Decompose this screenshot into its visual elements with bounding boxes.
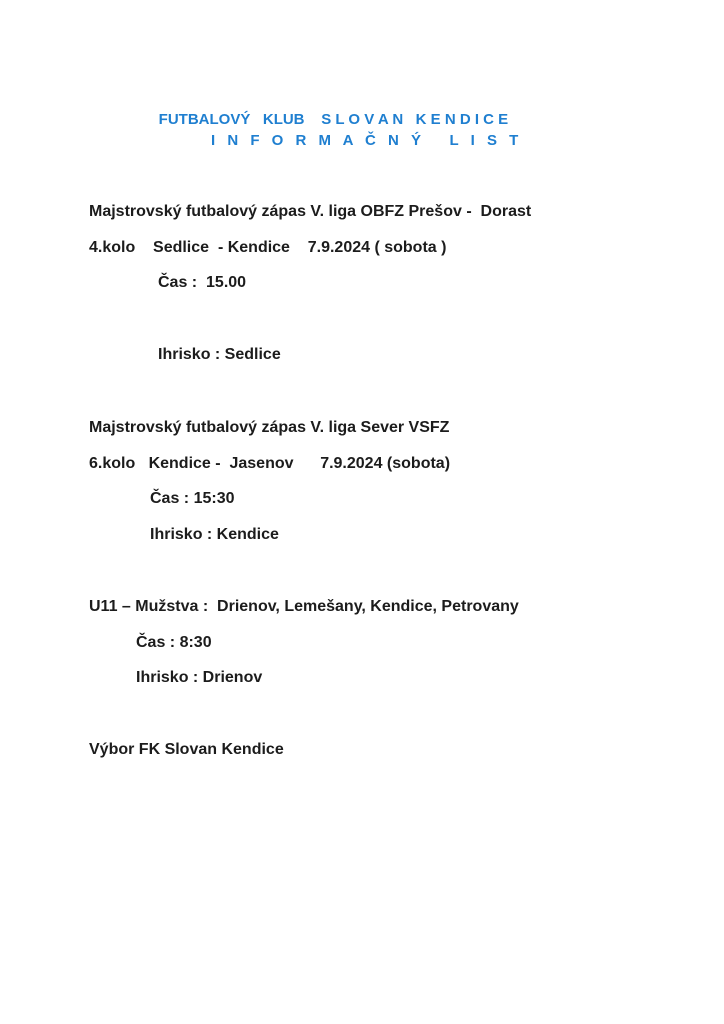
u11-venue: Ihrisko : Drienov	[136, 669, 263, 686]
match2-time: Čas : 15:30	[150, 490, 235, 507]
match1-venue: Ihrisko : Sedlice	[158, 346, 281, 363]
u11-teams: U11 – Mužstva : Drienov, Lemešany, Kendice, Petrovany	[89, 598, 519, 615]
match2-title: Majstrovský futbalový zápas V. liga Sever VSFZ	[89, 419, 450, 436]
document-subtitle: I N F O R M A Č N Ý L I S T	[211, 132, 523, 149]
club-title-word-2: KLUB	[262, 111, 305, 128]
u11-time: Čas : 8:30	[136, 634, 212, 651]
signature: Výbor FK Slovan Kendice	[89, 741, 284, 758]
match1-round: 4.kolo Sedlice - Kendice 7.9.2024 ( sobota )	[89, 239, 447, 256]
club-title-word-3: S L O V A N K E N D I C E	[321, 111, 509, 128]
club-title-word-1: FUTBALOVÝ	[158, 111, 251, 128]
match1-time: Čas : 15.00	[158, 274, 247, 291]
match2-venue: Ihrisko : Kendice	[150, 526, 279, 543]
match2-round: 6.kolo Kendice - Jasenov 7.9.2024 (sobota)	[89, 455, 451, 472]
match1-title: Majstrovský futbalový zápas V. liga OBFZ Prešov - Dorast	[89, 203, 532, 220]
